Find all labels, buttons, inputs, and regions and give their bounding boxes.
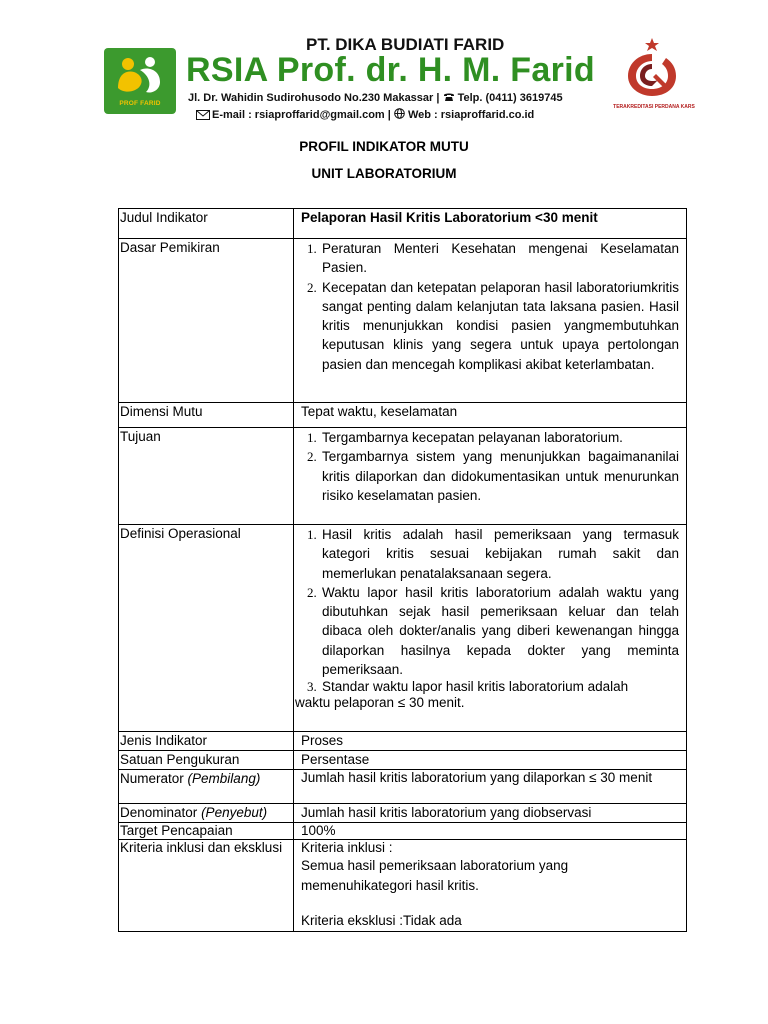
contact-line xyxy=(212,108,534,121)
row-label: Dimensi Mutu xyxy=(119,403,294,428)
basis-list-cell xyxy=(294,239,687,403)
denominator-label-note: (Penyebut) xyxy=(201,805,268,820)
email-text: E-mail : rsiaproffarid@gmail.com | xyxy=(212,109,391,121)
table-row xyxy=(119,209,687,239)
spacer xyxy=(301,895,679,914)
exclusion-text: Kriteria eksklusi :Tidak ada xyxy=(301,913,462,928)
table-row xyxy=(119,751,687,770)
accreditation-logo-icon xyxy=(622,38,682,100)
inclusion-heading: Kriteria inklusi : xyxy=(301,840,393,855)
target-value: 100% xyxy=(294,823,687,840)
definition-list-cell xyxy=(294,525,687,732)
phone-text: Telp. (0411) 3619745 xyxy=(457,92,563,104)
table-row xyxy=(119,823,687,840)
inclusion-text: Semua hasil pemeriksaan laboratorium yang memenuhikategori hasil kritis. xyxy=(301,858,569,893)
globe-icon xyxy=(394,108,405,119)
list-item: 2. Kecepatan dan ketepatan pelaporan hasil laboratoriumkritis sangat penting dalam kelanjutan tata laksana pasien. Hasil kritis menunjukkan kondisi pasien yangmembutuhkan keputusan klinis yang segera untuk upaya pertolongan pasien dan mencegah komplikasi akibat keterlambatan. xyxy=(320,278,679,374)
objective-list-cell xyxy=(294,428,687,525)
indicator-profile-table xyxy=(118,208,687,932)
logo-caption: PROF FARID xyxy=(119,100,161,107)
document-subtitle: UNIT LABORATORIUM xyxy=(311,166,457,181)
definition-list xyxy=(301,525,679,695)
company-name: PT. DIKA BUDIATI FARID xyxy=(306,35,505,54)
list-item: 1. Peraturan Menteri Kesehatan mengenai Keselamatan Pasien. xyxy=(320,239,679,278)
quality-dimension-value: Tepat waktu, keselamatan xyxy=(294,403,687,428)
row-label: Dasar Pemikiran xyxy=(119,239,294,403)
denominator-label: Denominator xyxy=(120,805,198,820)
row-label: Tujuan xyxy=(119,428,294,525)
address-text: Jl. Dr. Wahidin Sudirohusodo No.230 Makassar | xyxy=(188,92,440,104)
numerator-value: Jumlah hasil kritis laboratorium yang dilaporkan ≤ 30 menit xyxy=(294,770,687,804)
document-title: PROFIL INDIKATOR MUTU xyxy=(299,139,469,154)
indicator-type-value: Proses xyxy=(294,732,687,751)
numerator-label: Numerator xyxy=(120,771,184,786)
table-row xyxy=(119,239,687,403)
mail-icon xyxy=(196,110,210,120)
row-label: Definisi Operasional xyxy=(119,525,294,732)
address-line xyxy=(188,92,563,104)
table-row xyxy=(119,428,687,525)
table-row xyxy=(119,840,687,932)
list-item: 2. Waktu lapor hasil kritis laboratorium adalah waktu yang dibutuhkan sejak hasil pemeriksaan keluar dan telah dibaca oleh dokter/analis yang diberi kewenangan hingga dilaporkan hasilnya kepada dokter yang meminta pemeriksaan. xyxy=(320,583,679,679)
list-item: 1. Hasil kritis adalah hasil pemeriksaan yang termasuk kategori kritis sesuai kebijakan rumah sakit dan memerlukan penatalaksanaan segera. xyxy=(320,525,679,583)
table-row xyxy=(119,804,687,823)
row-label: Target Pencapaian xyxy=(119,823,294,840)
web-text: Web : rsiaproffarid.co.id xyxy=(407,109,535,121)
hospital-name: RSIA Prof. dr. H. M. Farid xyxy=(186,51,595,89)
basis-list xyxy=(301,239,679,374)
indicator-title-value: Pelaporan Hasil Kritis Laboratorium <30 menit xyxy=(294,209,687,239)
accreditation-caption: TERAKREDITASI PERDANA KARS xyxy=(613,104,695,110)
list-item: 3. Standar waktu lapor hasil kritis laboratorium adalah xyxy=(320,679,679,695)
table-row xyxy=(119,770,687,804)
table-row xyxy=(119,732,687,751)
row-label: Jenis Indikator xyxy=(119,732,294,751)
list-item: 1. Tergambarnya kecepatan pelayanan laboratorium. xyxy=(320,428,679,447)
mother-child-logo-icon xyxy=(104,48,176,100)
row-label: Judul Indikator xyxy=(119,209,294,239)
row-label xyxy=(119,804,294,823)
phone-icon xyxy=(443,92,455,102)
letterhead xyxy=(100,34,708,126)
hospital-logo xyxy=(104,48,176,114)
row-label xyxy=(119,770,294,804)
objective-list xyxy=(301,428,679,505)
row-label: Kriteria inklusi dan eksklusi xyxy=(119,840,294,932)
denominator-value: Jumlah hasil kritis laboratorium yang diobservasi xyxy=(294,804,687,823)
definition-trailing-text: waktu pelaporan ≤ 30 menit. xyxy=(295,695,465,711)
unit-of-measure-value: Persentase xyxy=(294,751,687,770)
list-item: 2. Tergambarnya sistem yang menunjukkan bagaimananilai kritis dilaporkan dan didokumentasikan untuk menurunkan risiko keselamatan pasien. xyxy=(320,447,679,505)
numerator-label-note: (Pembilang) xyxy=(187,771,261,786)
row-label: Satuan Pengukuran xyxy=(119,751,294,770)
table-row xyxy=(119,403,687,428)
table-row xyxy=(119,525,687,732)
criteria-cell xyxy=(294,840,687,932)
